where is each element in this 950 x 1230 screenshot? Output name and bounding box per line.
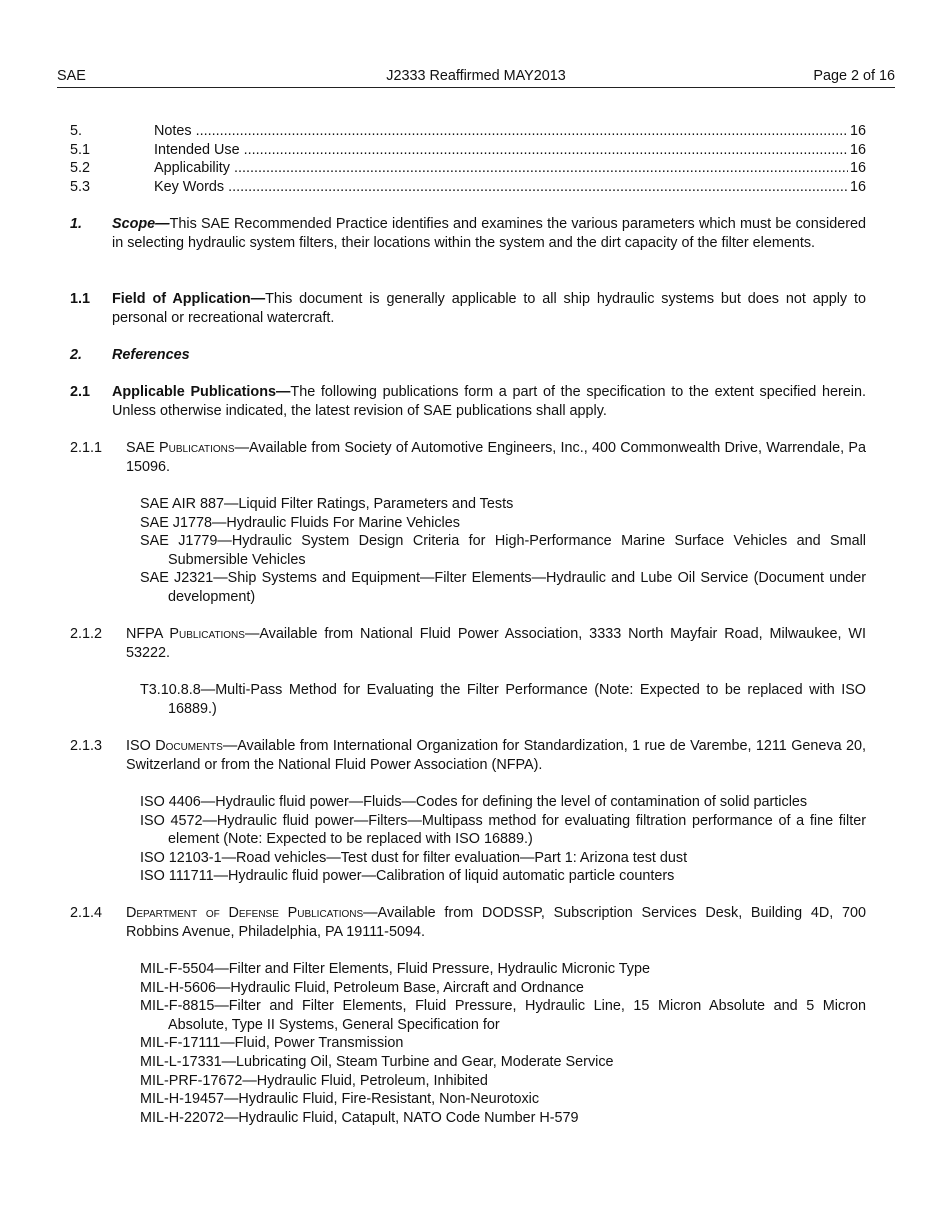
reference-list-iso — [140, 793, 866, 886]
reference-list-nfpa — [140, 681, 866, 718]
section-number: 1.1 — [70, 291, 91, 307]
section-number: 2.1.1 — [70, 440, 103, 456]
reference-item: T3.10.8.8—Multi-Pass Method for Evaluating the Filter Performance (Note: Expected to be replaced with ISO 16889.) — [140, 682, 866, 717]
reference-item: MIL-H-22072—Hydraulic Fluid, Catapult, NATO Code Number H-579 — [140, 1109, 579, 1126]
toc-entry-page: 16 — [849, 123, 866, 139]
toc-entry-page: 16 — [849, 178, 866, 195]
section-scope — [70, 215, 866, 252]
toc-entry-title: Applicability ..... — [154, 160, 866, 176]
reference-item: ISO 4406—Hydraulic fluid power—Fluids—Codes for defining the level of contamination of solid particles — [140, 794, 808, 810]
toc-entry-page: 16 — [849, 160, 866, 177]
section-heading: References — [112, 347, 190, 363]
toc-entry-number: 5.1 — [70, 141, 91, 158]
toc-entry-title: Intended Use ..... — [154, 142, 866, 158]
section-text: —Available from National Fluid Power Association, 3333 North Mayfair Road, Milwaukee, WI 53222. — [126, 626, 866, 661]
section-dod-publications — [70, 904, 866, 941]
header-document-id: J2333 Reaffirmed MAY2013 — [386, 68, 566, 84]
header-org: SAE — [57, 68, 86, 84]
section-text: —Available from Society of Automotive Engineers, Inc., 400 Commonwealth Drive, Warrendale, Pa 15096. — [126, 440, 866, 475]
section-heading: Field of Application— — [112, 291, 266, 307]
section-text: This SAE Recommended Practice identifies and examines the various parameters which must be considered in selecting hydraulic system filters, their locations within the system and the dirt capacity of the filter elements. — [112, 216, 866, 251]
reference-item: ISO 111711—Hydraulic fluid power—Calibration of liquid automatic particle counters — [140, 868, 675, 885]
toc-entry — [70, 159, 866, 178]
section-references — [70, 346, 866, 365]
toc-entry-number: 5.2 — [70, 160, 91, 177]
reference-item: SAE AIR 887—Liquid Filter Ratings, Parameters and Tests — [140, 496, 514, 512]
reference-item: ISO 4572—Hydraulic fluid power—Filters—Multipass method for evaluating filtration performance of a fine filter element (Note: Expected to be replaced with ISO 16889.) — [140, 812, 866, 848]
toc-entry-number: 5.3 — [70, 178, 91, 195]
header-page-number: Page 2 of 16 — [813, 68, 895, 84]
reference-list-dod — [140, 960, 866, 1127]
section-heading: Applicable Publications— — [112, 384, 291, 400]
section-field-of-application — [70, 290, 866, 327]
section-heading: NFPA Publications — [126, 626, 245, 642]
page-header — [57, 67, 895, 88]
toc-entry-page: 16 — [849, 141, 866, 158]
reference-item: MIL-H-5606—Hydraulic Fluid, Petroleum Base, Aircraft and Ordnance — [140, 979, 584, 996]
reference-item: MIL-PRF-17672—Hydraulic Fluid, Petroleum, Inhibited — [140, 1072, 488, 1089]
section-heading: SAE Publications — [126, 440, 235, 456]
section-nfpa-publications — [70, 625, 866, 662]
section-number: 2.1.2 — [70, 626, 103, 642]
reference-item: SAE J1778—Hydraulic Fluids For Marine Vehicles — [140, 514, 460, 531]
reference-item: SAE J2321—Ship Systems and Equipment—Filter Elements—Hydraulic and Lube Oil Service (Document under development) — [140, 570, 866, 605]
toc-entry — [70, 178, 866, 197]
section-heading: ISO Documents — [126, 738, 223, 754]
reference-item: MIL-L-17331—Lubricating Oil, Steam Turbine and Gear, Moderate Service — [140, 1053, 614, 1070]
section-text: The following publications form a part of the specification to the extent specified herein. Unless otherwise indicated, the latest revision of SAE publications shall apply. — [112, 384, 867, 419]
reference-item: SAE J1779—Hydraulic System Design Criteria for High-Performance Marine Surface Vehicles and Small Submersible Vehicles — [140, 533, 866, 568]
section-text: —Available from International Organization for Standardization, 1 rue de Varembe, 1211 Geneva 20, Switzerland or from the National Fluid Power Association (NFPA). — [126, 738, 866, 773]
section-sae-publications — [70, 439, 866, 476]
toc-entry-title: Notes ..... — [154, 123, 866, 139]
section-text: —Available from DODSSP, Subscription Services Desk, Building 4D, 700 Robbins Avenue, Philadelphia, PA 19111-5094. — [126, 905, 866, 940]
reference-item: ISO 12103-1—Road vehicles—Test dust for filter evaluation—Part 1: Arizona test dust — [140, 849, 688, 866]
table-of-contents — [70, 122, 866, 196]
reference-item: MIL-H-19457—Hydraulic Fluid, Fire-Resistant, Non-Neurotoxic — [140, 1091, 540, 1108]
reference-item: MIL-F-5504—Filter and Filter Elements, Fluid Pressure, Hydraulic Micronic Type — [140, 961, 650, 977]
section-number: 1. — [70, 216, 83, 232]
reference-item: MIL-F-8815—Filter and Filter Elements, Fluid Pressure, Hydraulic Line, 15 Micron Absolute and 5 Micron Absolute, Type II Systems, General Specification for — [140, 998, 866, 1033]
section-number: 2.1.3 — [70, 738, 103, 754]
toc-entry-number: 5. — [70, 123, 83, 139]
reference-list-sae — [140, 495, 866, 607]
reference-item: MIL-F-17111—Fluid, Power Transmission — [140, 1035, 404, 1052]
toc-entry — [70, 122, 866, 141]
section-heading: Scope— — [112, 216, 170, 232]
section-iso-documents — [70, 737, 866, 774]
section-applicable-publications — [70, 383, 866, 420]
section-number: 2.1.4 — [70, 905, 103, 921]
section-number: 2.1 — [70, 384, 91, 400]
section-number: 2. — [70, 347, 83, 363]
toc-entry-title: Key Words ..... — [154, 179, 866, 195]
section-heading: Department of Defense Publications — [126, 905, 364, 921]
section-text: This document is generally applicable to all ship hydraulic systems but does not apply to personal or recreational watercraft. — [112, 291, 866, 326]
toc-entry — [70, 141, 866, 160]
